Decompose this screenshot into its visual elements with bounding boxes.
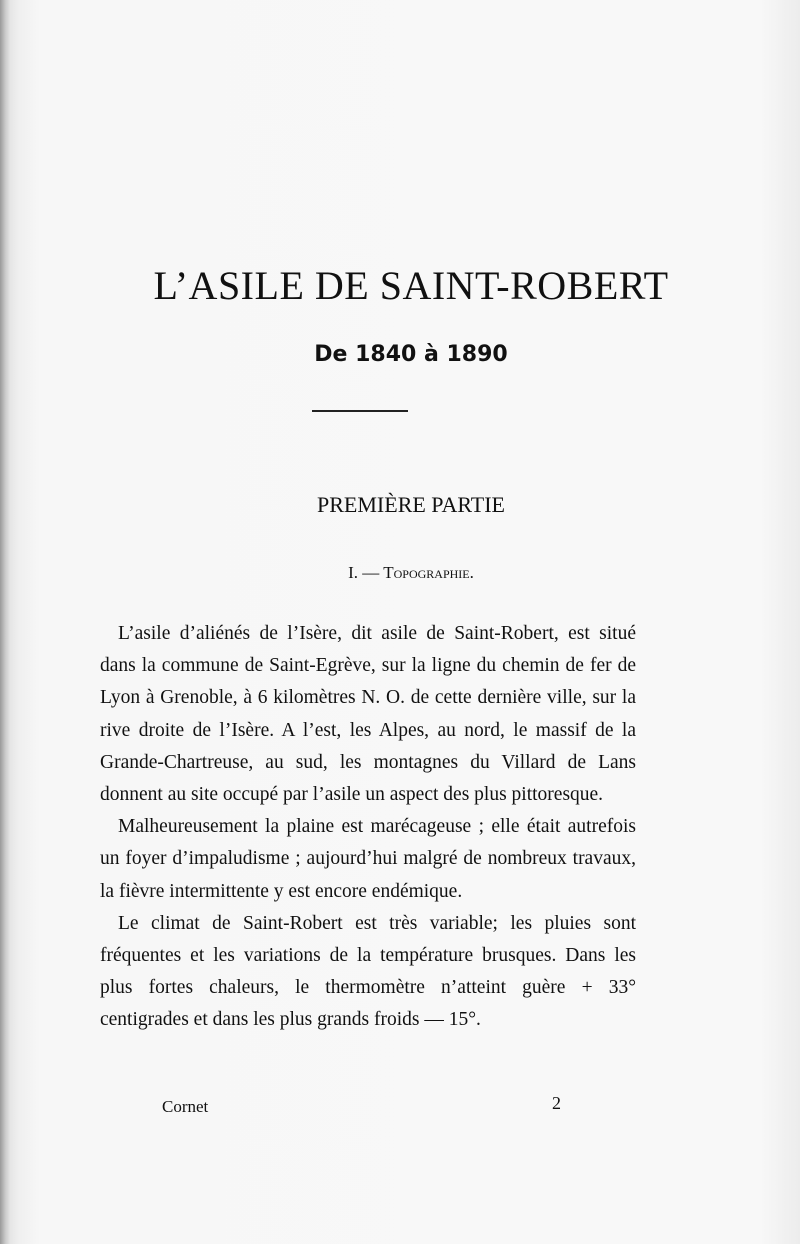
paragraph-1: L’asile d’aliénés de l’Isère, dit asile de Saint-Robert, est situé dans la commune de Saint-Egrève, sur la ligne du chemin de fer de Lyon à Grenoble, à 6 kilomètres N. O. de cette dernière ville, sur la rive droite de l’Isère. A l’est, les Alpes, au nord, le massif de la Grande-Chartreuse, au sud, les montagnes du Villard de Lans donnent au site occupé par l’asile un aspect des plus pittoresque. <box>100 623 636 806</box>
footer-signature-mark: Cornet <box>162 1097 209 1116</box>
paragraph-2: Malheureusement la plaine est marécageuse ; elle était autrefois un foyer d’impaludisme ; aujourd’hui malgré de nombreux travaux, la fièvre intermittente y est encore endémique. <box>100 816 636 902</box>
body-text <box>100 618 636 1037</box>
paragraph-3: Le climat de Saint-Robert est très variable; les pluies sont fréquentes et les variations de la température brusques. Dans les plus fortes chaleurs, le thermomètre n’atteint guère + 33° centigrades et dans les plus grands froids — 15°. <box>100 912 636 1031</box>
title-rule-divider <box>312 410 408 412</box>
page-number: 2 <box>552 1093 561 1113</box>
document-title: L’ASILE DE SAINT-ROBERT <box>153 263 669 308</box>
part-heading: PREMIÈRE PARTIE <box>317 492 505 517</box>
page-edge-shadow <box>0 0 10 1244</box>
document-subtitle: De 1840 à 1890 <box>314 342 508 367</box>
section-heading: I. — Topographie. <box>348 563 474 582</box>
